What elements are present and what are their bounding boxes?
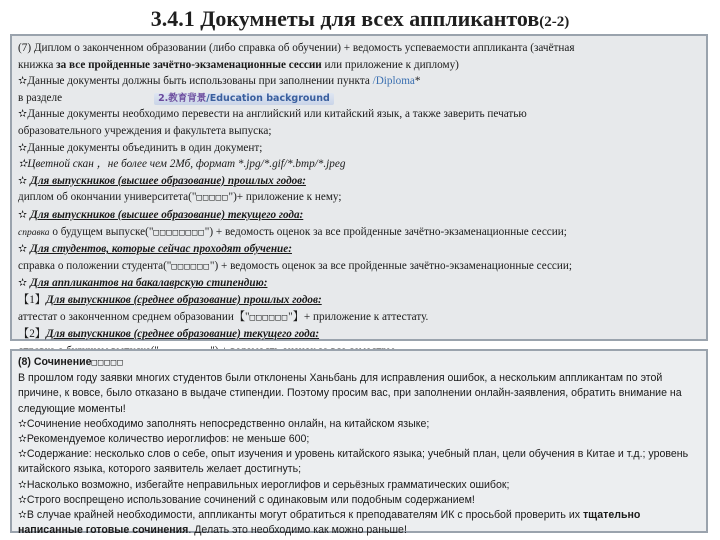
doc-line-15: ✫ Для аппликантов на бакалаврскую стипендию: bbox=[18, 277, 268, 290]
essay-rule-6: ✫В случае крайней необходимости, аппликанты могут обратиться к преподавателям ИК с просьбой проверить их тщательно написанные готовые сочинения. Делать это необходимо как можно раньше! bbox=[18, 509, 641, 537]
documents-panel bbox=[10, 34, 708, 341]
heading-secondary-current: Для выпускников (среднее образование) текущего года: bbox=[45, 328, 320, 341]
education-background-label: 2.教育背景/Education background bbox=[154, 93, 334, 105]
title-main: 3.4.1 Докумнеты для всех аппликантов bbox=[150, 6, 540, 31]
heading-secondary-past: Для выпускников (среднее образование) прошлых годов: bbox=[45, 293, 322, 306]
essay-rule-4: ✫Насколько возможно, избегайте неправильных иероглифов и серьёзных грамматических ошибок; bbox=[18, 478, 510, 491]
essay-heading: (8) Сочинение□□□□□ bbox=[18, 356, 124, 368]
doc-line-7: ✫Данные документы объединить в один документ; bbox=[18, 141, 263, 154]
doc-line-8: ✫Цветной скан ，не более чем 2Мб, формат *.jpg/*.gif/*.bmp/*.jpeg bbox=[18, 158, 346, 171]
essay-rule-5: ✫Строго воспрещено использование сочинений с одинаковым или подобным содержанием! bbox=[18, 493, 475, 506]
heading-current-students: Для студентов, которые сейчас проходят обучение: bbox=[30, 243, 292, 256]
essay-rule-1: ✫Сочинение необходимо заполнять непосредственно онлайн, на китайском языке; bbox=[18, 417, 430, 430]
doc-line-18: 【2】Для выпускников (среднее образование) текущего года: bbox=[18, 328, 320, 341]
doc-line-4: в разделе 2.教育背景/Education background bbox=[18, 90, 700, 107]
diploma-field-name: /Diploma bbox=[372, 75, 415, 88]
doc-line-13: ✫ Для студентов, которые сейчас проходят обучение: bbox=[18, 243, 292, 256]
doc-line-11: ✫ Для выпускников (высшее образование) текущего года: bbox=[18, 208, 304, 221]
title-sub: (2-2) bbox=[539, 14, 570, 30]
doc-line-10: диплом об окончании университета("□□□□□")+ приложение к нему; bbox=[18, 191, 342, 204]
essay-panel bbox=[10, 349, 708, 537]
doc-line-5: ✫Данные документы необходимо перевести на английский или китайский язык, а также заверить печатью bbox=[18, 108, 527, 121]
essay-intro: В прошлом году заявки многих студентов были отклонены Ханьбань для исправления ошибок, а нескольким аппликантам по этой причине, к вовсе, было отказано в выдаче стипендии. Поэтому просим вас, при заполнении онлайн-заявления, обратить внимание на следующие моменты! bbox=[18, 372, 682, 415]
doc-line-6: образовательного учреждения и факультета выпуска; bbox=[18, 124, 272, 137]
heading-bachelor-scholarship: Для аппликантов на бакалаврскую стипендию: bbox=[30, 277, 268, 290]
doc-line-3: ✫Данные документы должны быть использованы при заполнении пункта /Diploma* bbox=[18, 75, 421, 88]
doc-line-9: ✫ Для выпускников (высшее образование) прошлых годов: bbox=[18, 174, 306, 187]
slide-title bbox=[0, 6, 720, 32]
doc-line-1: (7) Диплом о законченном образовании (либо справка об обучении) + ведомость успеваемости аппликанта (зачётная bbox=[18, 42, 575, 54]
doc-line-2: книжка за все пройденные зачётно-экзаменационные сессии или приложение к диплому) bbox=[18, 58, 459, 71]
doc-line-16: 【1】Для выпускников (среднее образование) прошлых годов: bbox=[18, 293, 322, 306]
doc-line-12: справка о будущем выпуске("□□□□□□□□") + ведомость оценок за все пройденные зачётно-экзаменационные сессии; bbox=[18, 225, 567, 238]
doc-line-17: аттестат о законченном среднем образовании【"□□□□□□"】+ приложение к аттестату. bbox=[18, 310, 429, 323]
heading-current-graduates: Для выпускников (высшее образование) текущего года: bbox=[30, 208, 304, 221]
essay-rule-3: ✫Содержание: несколько слов о себе, опыт изучения и уровень китайского языка; учебный план, цели обучения в Китае и т.д.; уровень китайского языка, которого заявитель желает достигнуть; bbox=[18, 448, 689, 476]
essay-rule-2: ✫Рекомендуемое количество иероглифов: не меньше 600; bbox=[18, 433, 310, 446]
heading-past-graduates: Для выпускников (высшее образование) прошлых годов: bbox=[30, 174, 306, 187]
doc-line-14: справка о положении студента("□□□□□□") + ведомость оценок за все пройденные зачётно-экзаменационные сессии; bbox=[18, 259, 572, 272]
